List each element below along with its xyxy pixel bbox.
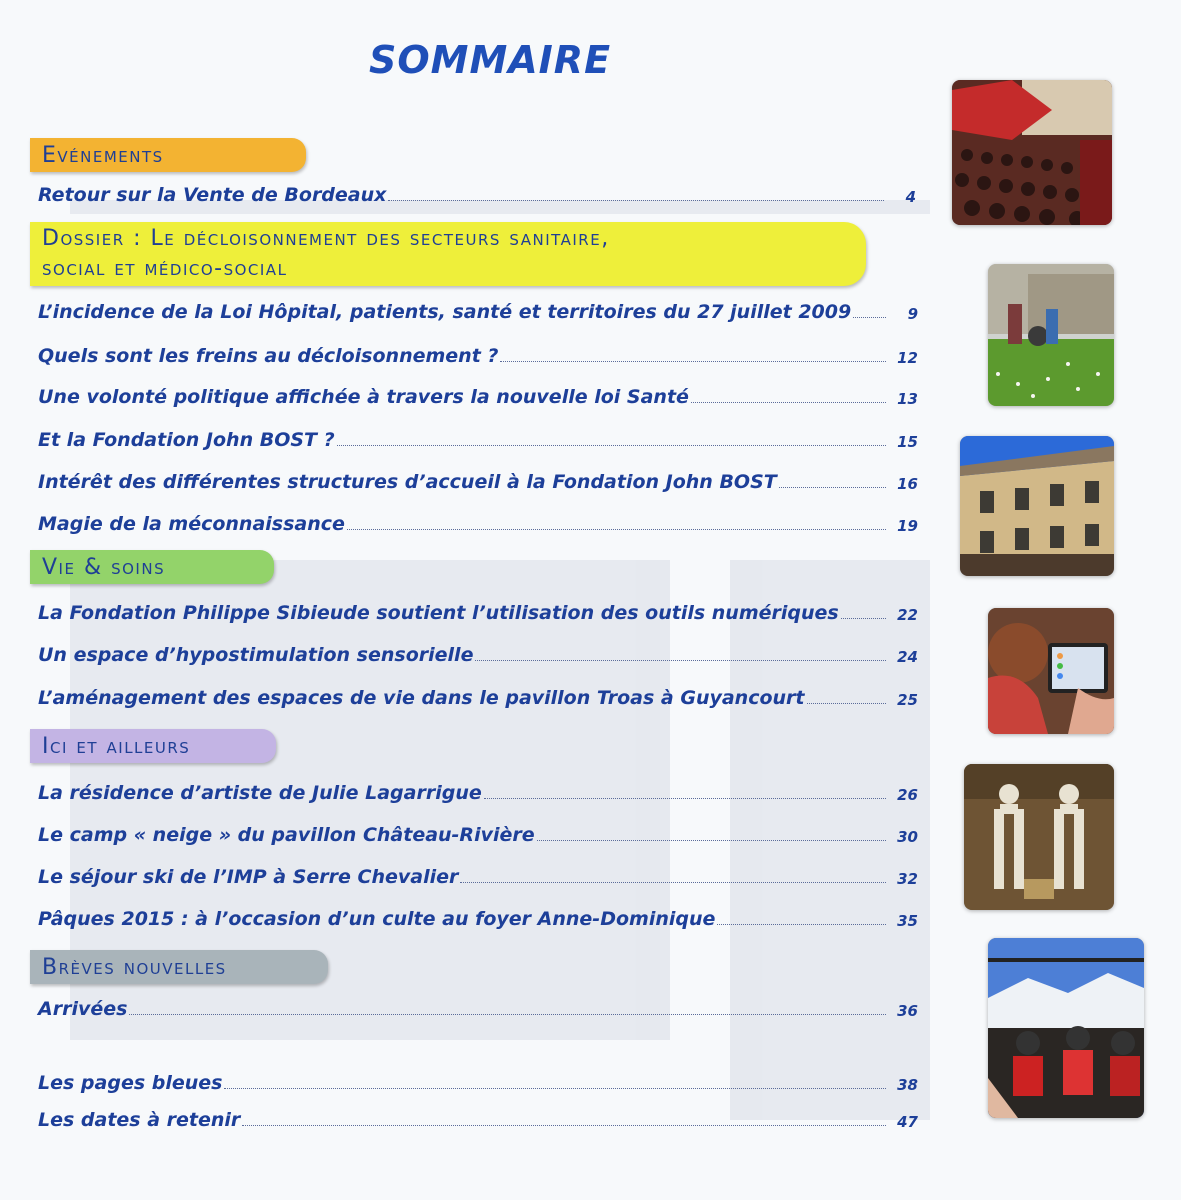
toc-entry[interactable]: Et la Fondation John BOST ? 15	[38, 429, 918, 451]
page-number: 4	[905, 188, 916, 206]
photo-building	[960, 436, 1114, 576]
toc-entry[interactable]: Un espace d’hypostimulation sensorielle 24	[38, 644, 918, 666]
toc-entry[interactable]: Une volonté politique affichée à travers la nouvelle loi Santé 13	[38, 386, 918, 408]
page-number: 22	[897, 606, 918, 624]
toc-entry[interactable]: Le séjour ski de l’IMP à Serre Chevalier 32	[38, 866, 918, 888]
page-number: 13	[897, 390, 918, 408]
toc-entry[interactable]: Intérêt des différentes structures d’accueil à la Fondation John BOST 16	[38, 471, 918, 493]
leader-dots	[500, 361, 886, 362]
section-header-ici-ailleurs: Ici et ailleurs	[30, 729, 276, 763]
leader-dots	[347, 529, 886, 530]
toc-entry[interactable]: Les dates à retenir 47	[38, 1109, 918, 1131]
page-number: 47	[897, 1113, 918, 1131]
toc-entry[interactable]: Arrivées 36	[38, 998, 918, 1020]
page-number: 19	[897, 517, 918, 535]
photo-paper-figures	[964, 764, 1114, 910]
leader-dots	[691, 402, 886, 403]
section-header-vie-soins: Vie & soins	[30, 550, 274, 584]
toc-entry[interactable]: Magie de la méconnaissance 19	[38, 513, 918, 535]
photo-ski-lift	[988, 938, 1144, 1118]
photo-garden-wheelchair	[988, 264, 1114, 406]
page-number: 12	[897, 349, 918, 367]
toc-entry[interactable]: L’aménagement des espaces de vie dans le pavillon Troas à Guyancourt 25	[38, 687, 918, 709]
page-number: 32	[897, 870, 918, 888]
toc-entry[interactable]: Retour sur la Vente de Bordeaux 4	[38, 184, 916, 206]
page-title: SOMMAIRE	[368, 38, 612, 82]
page-number: 25	[897, 691, 918, 709]
toc-entry[interactable]: Quels sont les freins au décloisonnement ? 12	[38, 345, 918, 367]
leader-dots	[460, 882, 886, 883]
page-number: 24	[897, 648, 918, 666]
page-number: 16	[897, 475, 918, 493]
page-number: 9	[907, 305, 918, 323]
photo-girl-tablet	[988, 608, 1114, 734]
page-number: 38	[897, 1076, 918, 1094]
page-number: 15	[897, 433, 918, 451]
photo-wine-bottles	[952, 80, 1112, 225]
leader-dots	[807, 703, 886, 704]
page-number: 36	[897, 1002, 918, 1020]
section-header-dossier: Dossier : Le décloisonnement des secteurs sanitaire, social et médico-social	[30, 222, 866, 286]
toc-entry[interactable]: La résidence d’artiste de Julie Lagarrigue 26	[38, 782, 918, 804]
leader-dots	[841, 618, 886, 619]
leader-dots	[484, 798, 886, 799]
leader-dots	[779, 487, 886, 488]
toc-entry[interactable]: Les pages bleues 38	[38, 1072, 918, 1094]
page-number: 26	[897, 786, 918, 804]
leader-dots	[242, 1125, 886, 1126]
toc-entry[interactable]: La Fondation Philippe Sibieude soutient l’utilisation des outils numériques 22	[38, 602, 918, 624]
leader-dots	[388, 200, 884, 201]
leader-dots	[224, 1088, 886, 1089]
page-number: 30	[897, 828, 918, 846]
leader-dots	[475, 660, 886, 661]
page-number: 35	[897, 912, 918, 930]
section-header-evenements: Evénements	[30, 138, 306, 172]
section-header-breves: Brèves nouvelles	[30, 950, 328, 984]
leader-dots	[853, 317, 886, 318]
toc-entry[interactable]: L’incidence de la Loi Hôpital, patients, santé et territoires du 27 juillet 2009 9	[38, 301, 918, 323]
leader-dots	[337, 445, 886, 446]
leader-dots	[537, 840, 886, 841]
toc-entry[interactable]: Le camp « neige » du pavillon Château-Rivière 30	[38, 824, 918, 846]
leader-dots	[129, 1014, 886, 1015]
leader-dots	[717, 924, 886, 925]
toc-entry[interactable]: Pâques 2015 : à l’occasion d’un culte au foyer Anne-Dominique 35	[38, 908, 918, 930]
